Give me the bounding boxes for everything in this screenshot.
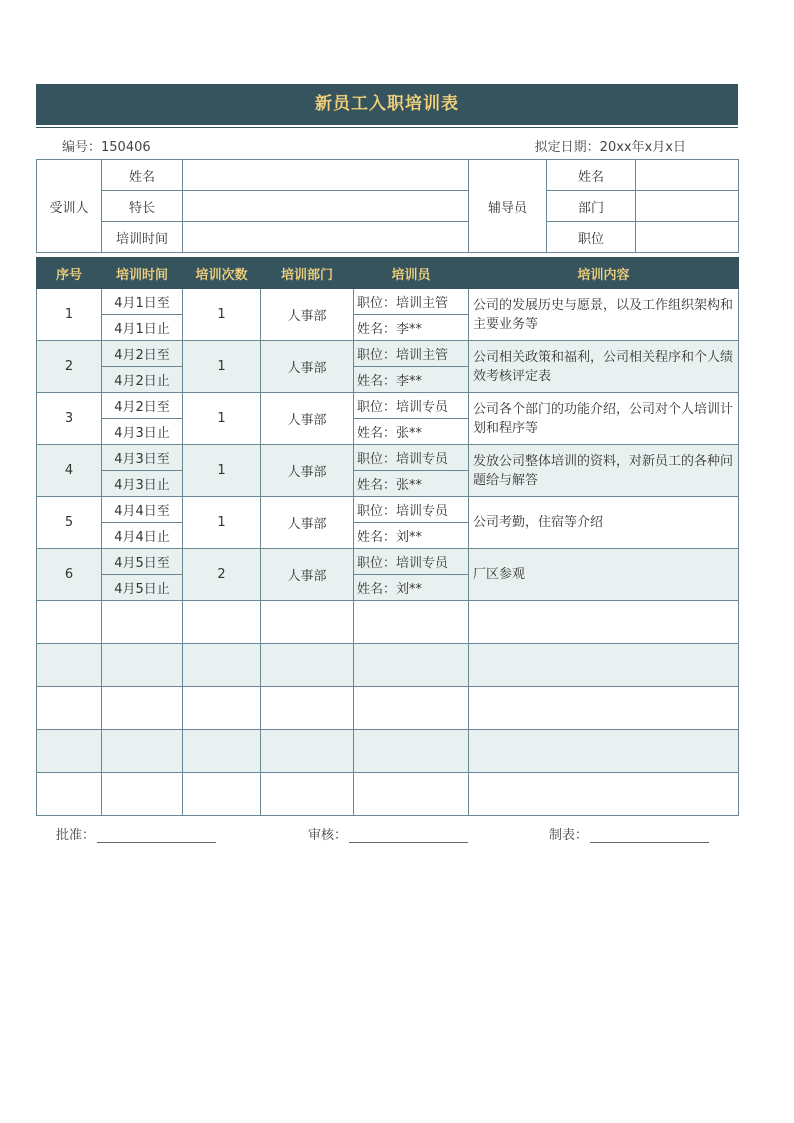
trainee-skill-field[interactable]: [183, 191, 469, 222]
empty-cell[interactable]: [354, 644, 469, 687]
empty-cell[interactable]: [183, 601, 261, 644]
row-trainer-name: 姓名：李**: [354, 367, 469, 393]
row-content: 公司的发展历史与愿景，以及工作组织架构和主要业务等: [469, 289, 739, 341]
row-trainer-position: 职位：培训专员: [354, 393, 469, 419]
empty-row: [37, 644, 739, 687]
review-label: 审核：: [308, 828, 348, 843]
empty-cell[interactable]: [37, 773, 102, 816]
trainee-skill-label: 特长: [102, 191, 183, 222]
row-dept: 人事部: [261, 549, 354, 601]
empty-cell[interactable]: [469, 601, 739, 644]
row-number: 6: [37, 549, 102, 601]
empty-cell[interactable]: [261, 687, 354, 730]
empty-cell[interactable]: [261, 773, 354, 816]
header-time: 培训时间: [102, 258, 183, 289]
row-number: 3: [37, 393, 102, 445]
row-trainer-name: 姓名：张**: [354, 471, 469, 497]
row-trainer-position: 职位：培训主管: [354, 341, 469, 367]
empty-cell[interactable]: [102, 644, 183, 687]
row-trainer-name: 姓名：李**: [354, 315, 469, 341]
table-row: [37, 393, 739, 419]
form-date: 拟定日期：20xx年x月x日: [534, 140, 686, 155]
empty-cell[interactable]: [37, 730, 102, 773]
empty-cell[interactable]: [102, 601, 183, 644]
row-start-date: 4月3日至: [102, 445, 183, 471]
approve-line[interactable]: [97, 828, 216, 843]
empty-row: [37, 601, 739, 644]
table-body: [37, 289, 739, 816]
trainee-name-field[interactable]: [183, 160, 469, 191]
row-number: 2: [37, 341, 102, 393]
row-trainer-name: 姓名：张**: [354, 419, 469, 445]
row-start-date: 4月2日至: [102, 341, 183, 367]
trainee-mentor-table: [36, 159, 739, 253]
header-content: 培训内容: [469, 258, 739, 289]
empty-cell[interactable]: [354, 773, 469, 816]
row-end-date: 4月3日止: [102, 419, 183, 445]
table-row: [37, 445, 739, 471]
empty-cell[interactable]: [102, 730, 183, 773]
mentor-name-label: 姓名: [547, 160, 636, 191]
training-form: [36, 84, 738, 816]
row-trainer-name: 姓名：刘**: [354, 575, 469, 601]
training-schedule-table: [36, 257, 739, 816]
row-content: 公司考勤，住宿等介绍: [469, 497, 739, 549]
row-trainer-name: 姓名：刘**: [354, 523, 469, 549]
mentor-dept-label: 部门: [547, 191, 636, 222]
row-content: 公司相关政策和福利，公司相关程序和个人绩效考核评定表: [469, 341, 739, 393]
trainee-label: 受训人: [37, 160, 102, 253]
empty-cell[interactable]: [183, 773, 261, 816]
empty-cell[interactable]: [261, 601, 354, 644]
row-dept: 人事部: [261, 497, 354, 549]
header-dept: 培训部门: [261, 258, 354, 289]
row-count: 1: [183, 341, 261, 393]
empty-cell[interactable]: [183, 687, 261, 730]
row-trainer-position: 职位：培训专员: [354, 497, 469, 523]
empty-cell[interactable]: [37, 687, 102, 730]
header-trainer: 培训员: [354, 258, 469, 289]
approve-label: 批准：: [56, 828, 96, 843]
row-content: 发放公司整体培训的资料，对新员工的各种问题给与解答: [469, 445, 739, 497]
review-signature: [308, 824, 468, 843]
row-end-date: 4月1日止: [102, 315, 183, 341]
row-dept: 人事部: [261, 445, 354, 497]
table-row: [37, 341, 739, 367]
row-dept: 人事部: [261, 341, 354, 393]
row-end-date: 4月2日止: [102, 367, 183, 393]
mentor-position-label: 职位: [547, 222, 636, 253]
empty-cell[interactable]: [183, 644, 261, 687]
table-row: [37, 549, 739, 575]
mentor-position-field[interactable]: [636, 222, 739, 253]
empty-cell[interactable]: [354, 601, 469, 644]
row-count: 1: [183, 445, 261, 497]
trainee-time-label: 培训时间: [102, 222, 183, 253]
row-number: 1: [37, 289, 102, 341]
prepare-signature: [549, 824, 709, 843]
row-count: 2: [183, 549, 261, 601]
row-dept: 人事部: [261, 393, 354, 445]
empty-cell[interactable]: [469, 773, 739, 816]
empty-cell[interactable]: [183, 730, 261, 773]
row-dept: 人事部: [261, 289, 354, 341]
table-row: [37, 289, 739, 315]
empty-cell[interactable]: [354, 730, 469, 773]
row-start-date: 4月1日至: [102, 289, 183, 315]
row-number: 5: [37, 497, 102, 549]
row-trainer-position: 职位：培训主管: [354, 289, 469, 315]
form-meta: [36, 128, 738, 159]
row-number: 4: [37, 445, 102, 497]
approve-signature: [56, 824, 216, 843]
row-start-date: 4月4日至: [102, 497, 183, 523]
empty-cell[interactable]: [102, 687, 183, 730]
header-count: 培训次数: [183, 258, 261, 289]
mentor-name-field[interactable]: [636, 160, 739, 191]
form-number: 编号：150406: [62, 140, 151, 155]
empty-cell[interactable]: [354, 687, 469, 730]
empty-cell[interactable]: [37, 601, 102, 644]
row-end-date: 4月5日止: [102, 575, 183, 601]
row-trainer-position: 职位：培训专员: [354, 445, 469, 471]
prepare-line[interactable]: [590, 828, 709, 843]
table-header-row: [37, 258, 739, 289]
row-count: 1: [183, 497, 261, 549]
trainee-time-field[interactable]: [183, 222, 469, 253]
empty-cell[interactable]: [469, 730, 739, 773]
empty-cell[interactable]: [469, 644, 739, 687]
row-trainer-position: 职位：培训专员: [354, 549, 469, 575]
form-title: 新员工入职培训表: [36, 84, 738, 125]
empty-row: [37, 687, 739, 730]
mentor-dept-field[interactable]: [636, 191, 739, 222]
empty-cell[interactable]: [469, 687, 739, 730]
prepare-label: 制表：: [549, 828, 589, 843]
empty-cell[interactable]: [261, 644, 354, 687]
empty-row: [37, 773, 739, 816]
row-count: 1: [183, 393, 261, 445]
mentor-label: 辅导员: [469, 160, 547, 253]
trainee-name-label: 姓名: [102, 160, 183, 191]
empty-row: [37, 730, 739, 773]
header-no: 序号: [37, 258, 102, 289]
table-row: [37, 497, 739, 523]
empty-cell[interactable]: [102, 773, 183, 816]
review-line[interactable]: [349, 828, 468, 843]
row-content: 厂区参观: [469, 549, 739, 601]
empty-cell[interactable]: [261, 730, 354, 773]
row-start-date: 4月2日至: [102, 393, 183, 419]
row-count: 1: [183, 289, 261, 341]
row-end-date: 4月3日止: [102, 471, 183, 497]
row-content: 公司各个部门的功能介绍，公司对个人培训计划和程序等: [469, 393, 739, 445]
row-end-date: 4月4日止: [102, 523, 183, 549]
empty-cell[interactable]: [37, 644, 102, 687]
row-start-date: 4月5日至: [102, 549, 183, 575]
